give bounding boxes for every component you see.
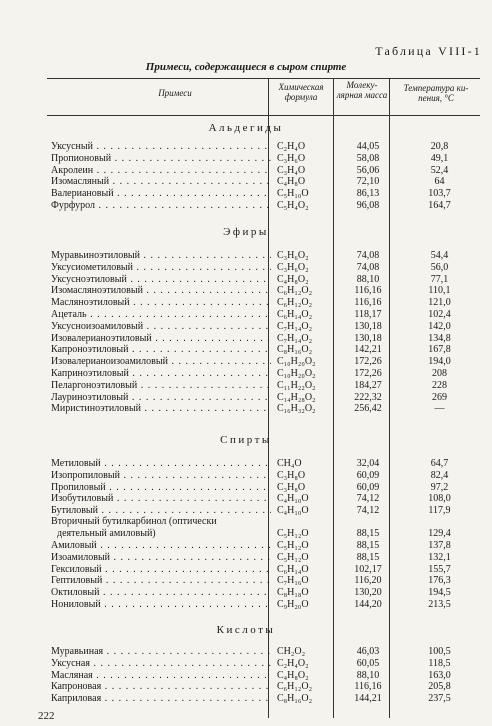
mass-cell: 74,08: [356, 250, 380, 261]
formula-cell: C₅H₁₂O: [277, 551, 309, 563]
mass-cell: 88,15: [356, 528, 380, 539]
wrapped-alcohol-line2: деятельный амиловый): [57, 528, 156, 539]
mass-cell: 130,18: [354, 332, 382, 344]
table-row: [47, 250, 480, 262]
temp-cell: 164,7: [428, 200, 451, 211]
table-row: [47, 599, 480, 611]
formula-cell: C₁₀H₂₀O₂: [277, 368, 316, 379]
header-bottom-rule: [47, 115, 480, 116]
mass-cell: 74,12: [356, 493, 380, 505]
formula-cell: C₇H₁₄O₂: [277, 320, 313, 332]
name-cell: Фурфурол . . .: [51, 200, 271, 212]
temp-cell: 213,5: [428, 599, 451, 610]
table-row: [47, 552, 480, 564]
table-row: [47, 681, 480, 693]
temp-cell: 77,1: [430, 273, 449, 285]
mass-cell: 116,16: [354, 285, 382, 297]
header-formula: Химическая формула: [278, 82, 324, 102]
formula-cell: C₃H₆O₂: [277, 250, 309, 261]
temp-cell: 129,4: [428, 528, 451, 539]
temp-cell: 56,0: [430, 261, 449, 273]
temp-cell: 237,5: [428, 693, 451, 705]
formula-cell: C₃H₄O: [277, 164, 306, 176]
name-cell: Каприноэтиловый . . .: [51, 368, 271, 380]
name-cell: Уксусноэтиловый . . .: [51, 274, 271, 286]
temp-cell: 134,8: [428, 332, 451, 344]
formula-cell: C₆H₁₂O₂: [277, 285, 313, 297]
temp-cell: 108,0: [428, 493, 451, 505]
formula-cell: C₃H₈O: [277, 469, 306, 481]
mass-cell: 116,20: [354, 575, 382, 587]
table-row: [47, 528, 480, 540]
formula-cell: C₇H₁₄O₂: [277, 332, 313, 344]
formula-cell: C₈H₁₆O₂: [277, 693, 313, 705]
formula-cell: C₆H₁₄O: [277, 563, 309, 575]
name-cell: Муравьиноэтиловый . . .: [51, 250, 271, 262]
mass-cell: 58,08: [356, 152, 380, 164]
table-row: [47, 141, 480, 153]
temp-cell: 163,0: [428, 669, 451, 681]
name-cell: Октиловый . . .: [51, 587, 271, 599]
formula-cell: C₄H₁₀O: [277, 493, 309, 505]
header-mass: Молеку-лярная масса: [336, 80, 388, 100]
formula-cell: C₈H₁₈O: [277, 587, 309, 599]
table-row: [47, 493, 480, 505]
temp-cell: 194,0: [428, 356, 451, 368]
mass-cell: 72,10: [356, 176, 380, 188]
temp-cell: 64,7: [430, 458, 449, 469]
table-row: [47, 176, 480, 188]
table-title: Примеси, содержащиеся в сыром спирте: [145, 61, 347, 73]
name-cell: Метиловый . . .: [51, 458, 271, 470]
mass-cell: 44,05: [356, 141, 380, 152]
name-cell: Изобутиловый . . .: [51, 493, 271, 505]
formula-cell: C₅H₁₂O: [277, 528, 309, 539]
temp-cell: 20,8: [430, 141, 449, 152]
mass-cell: 102,17: [354, 563, 382, 575]
temp-cell: 52,4: [430, 164, 449, 176]
formula-cell: C₃H₆O: [277, 152, 306, 164]
name-cell: Масляная . . .: [51, 670, 271, 682]
formula-cell: C₄H₈O: [277, 176, 306, 188]
name-cell: Пропионовый . . .: [51, 153, 271, 165]
formula-cell: C₂H₄O₂: [277, 657, 309, 669]
formula-cell: C₆H₁₂O₂: [277, 297, 313, 309]
table-row: [47, 658, 480, 670]
name-cell: Изомасляноэтиловый . . .: [51, 285, 271, 297]
mass-cell: 32,04: [356, 458, 380, 469]
mass-cell: 116,16: [354, 681, 382, 693]
temp-cell: 49,1: [430, 152, 449, 164]
table-label: Таблица VIII-1: [375, 44, 482, 58]
temp-cell: 194,5: [428, 587, 451, 599]
table-row: [47, 356, 480, 368]
mass-cell: 86,13: [356, 188, 380, 200]
formula-cell: C₄H₈O₂: [277, 669, 309, 681]
temp-cell: 54,4: [430, 250, 449, 261]
formula-cell: C₄H₁₀O: [277, 505, 309, 517]
mass-cell: 74,08: [356, 261, 380, 273]
table-row: [47, 344, 480, 356]
temp-cell: 208: [432, 368, 447, 379]
table-row: [47, 482, 480, 494]
header-impurities: Примеси: [158, 88, 192, 98]
name-cell: Изоамиловый . . .: [51, 552, 271, 564]
formula-cell: C₁₆H₃₂O₂: [277, 403, 316, 415]
name-cell: Изовалерианоэтиловый . . .: [51, 333, 271, 345]
table-row: [47, 575, 480, 587]
name-cell: Валериановый . . .: [51, 188, 271, 200]
section-acids: Кислоты: [216, 624, 276, 636]
formula-cell: C₈H₁₆O₂: [277, 344, 313, 356]
formula-cell: C₁₁H₂₂O₂: [277, 379, 316, 391]
table-row: [47, 540, 480, 552]
section-esters: Эфиры: [223, 226, 269, 238]
formula-cell: C₄H₈O₂: [277, 273, 309, 285]
formula-cell: C₃H₈O: [277, 481, 306, 493]
name-cell: Лауриноэтиловый . . .: [51, 392, 271, 404]
wrapped-alcohol-line1: Вторичный бутилкарбинол (оптически: [51, 516, 217, 527]
temp-cell: 155,7: [428, 563, 451, 575]
name-cell: Уксусный . . .: [51, 141, 271, 153]
mass-cell: 222,32: [354, 391, 382, 403]
formula-cell: C₅H₄O₂: [277, 200, 309, 211]
name-cell: Уксусная . . .: [51, 658, 271, 670]
mass-cell: 60,09: [356, 469, 380, 481]
mass-cell: 256,42: [354, 403, 382, 415]
name-cell: Пропиловый . . .: [51, 482, 271, 494]
mass-cell: 60,09: [356, 481, 380, 493]
name-cell: Изопропиловый . . .: [51, 470, 271, 482]
mass-cell: 96,08: [356, 200, 380, 211]
table-row: [47, 153, 480, 165]
mass-cell: 130,20: [354, 587, 382, 599]
mass-cell: 116,16: [354, 297, 382, 309]
temp-cell: 102,4: [428, 309, 451, 320]
name-cell: Капроноэтиловый . . .: [51, 344, 271, 356]
table-row: [47, 321, 480, 333]
mass-cell: 118,17: [354, 309, 382, 320]
formula-cell: C₁₀H₂₀O₂: [277, 356, 316, 368]
temp-cell: 118,5: [428, 657, 451, 669]
formula-cell: C₆H₁₂O₂: [277, 681, 313, 693]
mass-cell: 88,10: [356, 669, 380, 681]
table-row: [47, 262, 480, 274]
name-cell: Изомасляный . . .: [51, 176, 271, 188]
temp-cell: 121,0: [428, 297, 451, 309]
formula-cell: CH₄O: [277, 458, 302, 469]
formula-cell: C₅H₁₂O: [277, 540, 309, 551]
table-row: [47, 392, 480, 404]
page-number: 222: [38, 710, 55, 722]
mass-cell: 88,15: [356, 551, 380, 563]
section-aldehydes: Альдегиды: [208, 122, 284, 134]
mass-cell: 142,21: [354, 344, 382, 356]
mass-cell: 172,26: [354, 356, 382, 368]
name-cell: Масляноэтиловый . . .: [51, 297, 271, 309]
table-row: [47, 333, 480, 345]
table-row: [47, 670, 480, 682]
mass-cell: 184,27: [354, 379, 382, 391]
table-row: [47, 188, 480, 200]
temp-cell: 132,1: [428, 551, 451, 563]
temp-cell: 110,1: [428, 285, 451, 297]
mass-cell: 88,10: [356, 273, 380, 285]
name-cell: Нониловый . . .: [51, 599, 271, 611]
table-row: [47, 564, 480, 576]
formula-cell: C₉H₂₀O: [277, 599, 309, 610]
table-row: [47, 587, 480, 599]
name-cell: Капроновая . . .: [51, 681, 271, 693]
mass-cell: 74,12: [356, 505, 380, 517]
temp-cell: 176,3: [428, 575, 451, 587]
mass-cell: 144,21: [354, 693, 382, 705]
temp-cell: 82,4: [430, 469, 449, 481]
name-cell: Муравьиная . . .: [51, 646, 271, 658]
mass-cell: 56,06: [356, 164, 380, 176]
mass-cell: 130,18: [354, 320, 382, 332]
table-row: [47, 470, 480, 482]
table-row: [47, 458, 480, 470]
table-row: [47, 274, 480, 286]
formula-cell: C₂H₄O: [277, 141, 306, 152]
name-cell: Уксусноизоамиловый . . .: [51, 321, 271, 333]
name-cell: Пеларгоноэтиловый . . .: [51, 380, 271, 392]
temp-cell: 269: [432, 391, 447, 403]
formula-cell: C₆H₁₄O₂: [277, 309, 313, 320]
temp-cell: 103,7: [428, 188, 451, 200]
table-row: [47, 693, 480, 705]
mass-cell: 88,15: [356, 540, 380, 551]
name-cell: Миристиноэтиловый . . .: [51, 403, 271, 415]
formula-cell: C₇H₁₆O: [277, 575, 309, 587]
section-alcohols: Спирты: [220, 434, 272, 446]
name-cell: Каприловая . . .: [51, 693, 271, 705]
name-cell: Амиловый . . .: [51, 540, 271, 552]
table-row: [47, 309, 480, 321]
name-cell: Изовалерианоизоамиловый . . .: [51, 356, 271, 368]
temp-cell: —: [434, 403, 445, 415]
temp-cell: 64: [434, 176, 445, 188]
temp-cell: 142,0: [428, 320, 451, 332]
name-cell: Гептиловый . . .: [51, 575, 271, 587]
formula-cell: CH₂O₂: [277, 646, 306, 657]
header-top-rule: [47, 78, 480, 79]
header-temp: Температура ки-пения, °С: [403, 83, 469, 103]
formula-cell: C₃H₆O₂: [277, 261, 309, 273]
name-cell: Акролеин . . .: [51, 165, 271, 177]
table-row: [47, 285, 480, 297]
table-row: [47, 165, 480, 177]
temp-cell: 167,8: [428, 344, 451, 356]
table-row: [47, 297, 480, 309]
mass-cell: 46,03: [356, 646, 380, 657]
formula-cell: C₁₄H₂₈O₂: [277, 391, 316, 403]
temp-cell: 97,2: [430, 481, 449, 493]
temp-cell: 137,8: [428, 540, 451, 551]
formula-cell: C₅H₁₀O: [277, 188, 309, 200]
name-cell: Гексиловый . . .: [51, 564, 271, 576]
name-cell: Бутиловый . . .: [51, 505, 271, 517]
table-row: [47, 380, 480, 392]
table-row: [47, 200, 480, 212]
mass-cell: 172,26: [354, 368, 382, 379]
temp-cell: 100,5: [428, 646, 451, 657]
table-row: [47, 403, 480, 415]
mass-cell: 144,20: [354, 599, 382, 610]
temp-cell: 117,9: [428, 505, 451, 517]
name-cell: Ацеталь . . .: [51, 309, 271, 321]
mass-cell: 60,05: [356, 657, 380, 669]
name-cell: Уксусиометиловый . . .: [51, 262, 271, 274]
table-row: [47, 646, 480, 658]
temp-cell: 205,8: [428, 681, 451, 693]
temp-cell: 228: [432, 379, 447, 391]
table-row: [47, 368, 480, 380]
